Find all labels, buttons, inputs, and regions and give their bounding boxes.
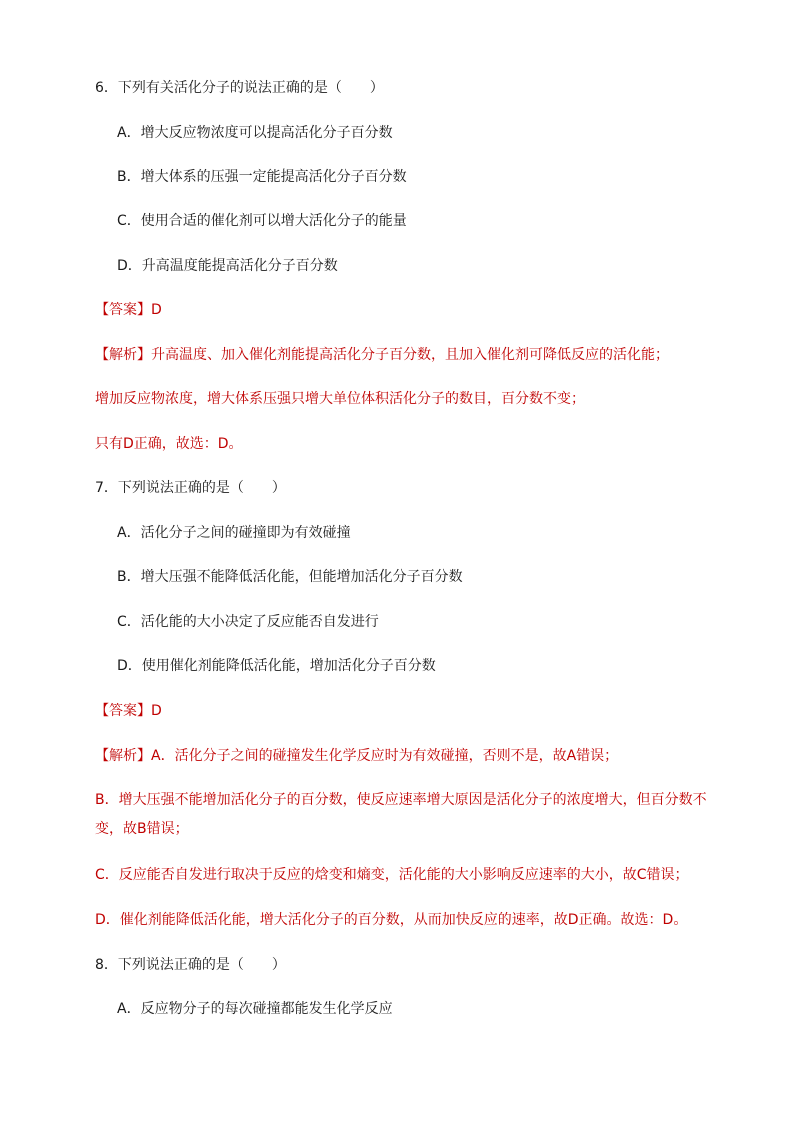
- question-8-option-a: A．反应物分子的每次碰撞都能发生化学反应: [117, 1001, 393, 1017]
- question-6-stem: 6．下列有关活化分子的说法正确的是（ ）: [95, 80, 384, 96]
- question-7-analysis-line-2: B．增大压强不能增加活化分子的百分数，使反应速率增大原因是活化分子的浓度增大，但百分数不: [95, 792, 707, 808]
- analysis-text: 升高温度、加入催化剂能提高活化分子百分数，且加入催化剂可降低反应的活化能；: [151, 347, 669, 363]
- analysis-tag: 【解析】: [95, 748, 151, 764]
- question-7-answer: [95, 701, 162, 721]
- question-6-answer: [95, 300, 162, 320]
- answer-value: D: [151, 302, 162, 318]
- analysis-text: A．活化分子之间的碰撞发生化学反应时为有效碰撞，否则不是，故A错误；: [151, 748, 619, 764]
- analysis-tag: 【解析】: [95, 347, 151, 363]
- question-6-analysis-line-1: [95, 345, 669, 365]
- question-7-option-b: B．增大压强不能降低活化能，但能增加活化分子百分数: [117, 569, 463, 585]
- question-7-analysis-line-5: D．催化剂能降低活化能，增大活化分子的百分数，从而加快反应的速率，故D正确。故选：D。: [95, 912, 688, 928]
- question-6-option-b: B．增大体系的压强一定能提高活化分子百分数: [117, 169, 407, 185]
- question-7-stem: 7．下列说法正确的是（ ）: [95, 480, 286, 496]
- question-7-analysis-line-3: 变，故B错误；: [95, 821, 189, 837]
- answer-tag: 【答案】: [95, 703, 151, 719]
- question-7-option-a: A．活化分子之间的碰撞即为有效碰撞: [117, 525, 351, 541]
- question-7-analysis-line-4: C．反应能否自发进行取决于反应的焓变和熵变，活化能的大小影响反应速率的大小，故C错误；: [95, 867, 689, 883]
- question-6-option-c: C．使用合适的催化剂可以增大活化分子的能量: [117, 213, 407, 229]
- question-6-option-d: D．升高温度能提高活化分子百分数: [117, 258, 338, 274]
- question-8-stem: 8．下列说法正确的是（ ）: [95, 957, 286, 973]
- question-6-analysis-line-3: 只有D正确，故选：D。: [95, 436, 243, 452]
- answer-tag: 【答案】: [95, 302, 151, 318]
- question-7-option-d: D．使用催化剂能降低活化能，增加活化分子百分数: [117, 658, 436, 674]
- question-7-option-c: C．活化能的大小决定了反应能否自发进行: [117, 614, 379, 630]
- answer-value: D: [151, 703, 162, 719]
- question-6-analysis-line-2: 增加反应物浓度，增大体系压强只增大单位体积活化分子的数目，百分数不变；: [95, 391, 585, 407]
- question-7-analysis-line-1: [95, 746, 618, 766]
- question-6-option-a: A．增大反应物浓度可以提高活化分子百分数: [117, 125, 393, 141]
